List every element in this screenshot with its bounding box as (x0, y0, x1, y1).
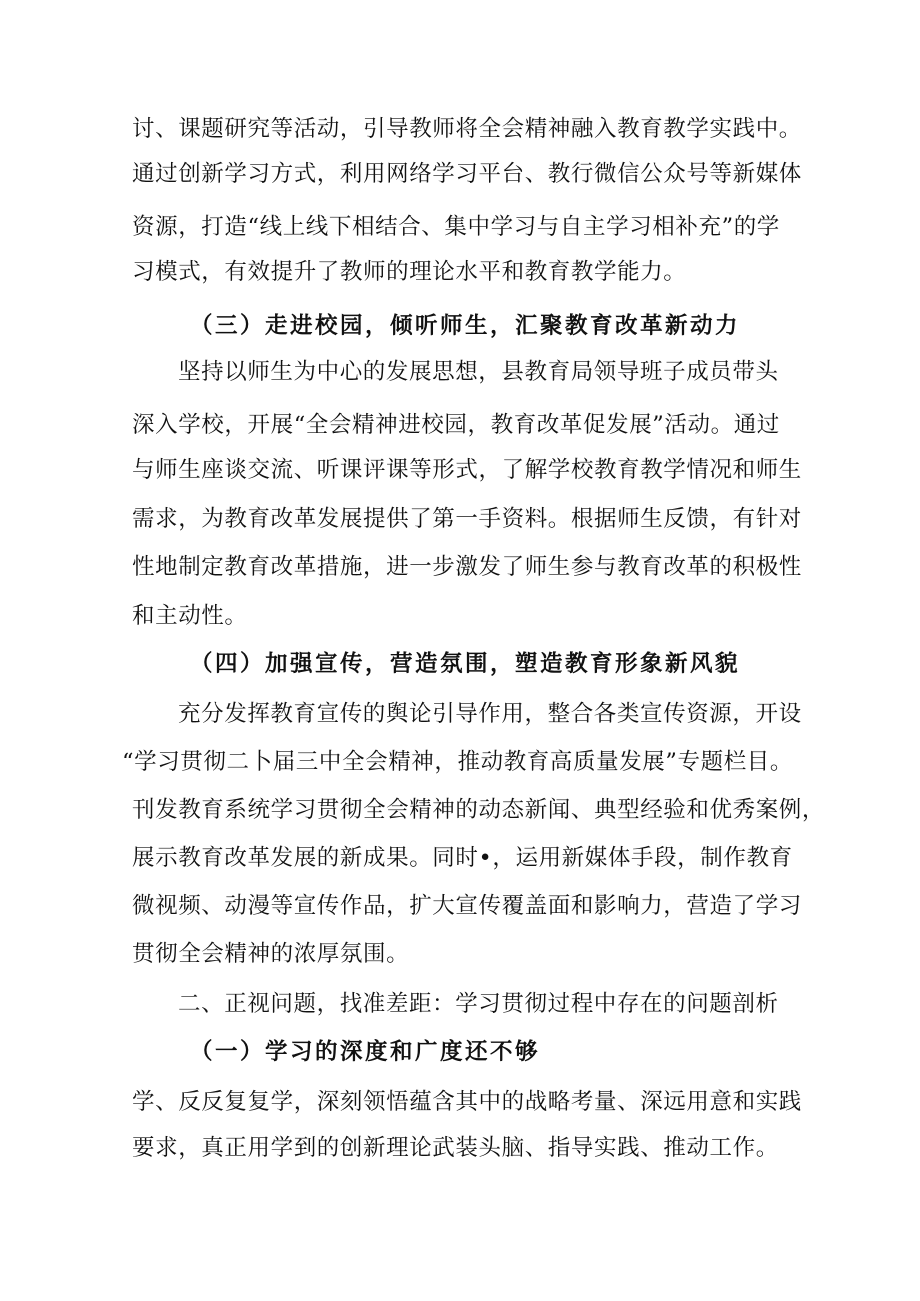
text-line: 要求，真正用学到的创新理论武装头脑、指导实践、推动工作。 (132, 1135, 779, 1161)
section-heading-3: （三）走进校园，倾听师生，汇聚教育改革新动力 (190, 313, 741, 339)
text-line: 和主动性。 (132, 603, 248, 629)
text-line: 充分发挥教育宣传的舆论引导作用，整合各类宣传资源，开设 (178, 701, 802, 727)
text-line: 讨、课题研究等活动，引导教师将全会精神融入教育教学实践中。 (132, 116, 802, 142)
text-line: 性地制定教育改革措施，进一步激发了师生参与教育改革的积极性 (132, 554, 802, 580)
text-line: 通过创新学习方式，利用网络学习平台、教行微信公众号等新媒体 (132, 161, 802, 187)
section-heading-4: （四）加强宣传，营造氛围，塑造教育形象新风貌 (190, 651, 741, 677)
text-line: 学、反反复复学，深刻领悟蕴含其中的战略考量、深远用意和实践 (132, 1089, 802, 1115)
text-line: 微视频、动漫等宣传作品，扩大宣传覆盖面和影响力，营造了学习 (132, 893, 802, 919)
text-line: 展示教育改革发展的新成果。同时•，运用新媒体手段，制作教育 (132, 845, 793, 871)
chapter-heading-2: 二、正视问题，找准差距：学习贯彻过程中存在的问题剖析 (178, 991, 779, 1017)
section-heading-1: （一）学习的深度和广度还不够 (190, 1039, 541, 1065)
text-line: 深入学校，开展“全会精神进校园，教育改革促发展”活动。通过 (132, 412, 780, 438)
text-line: 习模式，有效提升了教师的理论水平和教育教学能力。 (132, 259, 687, 285)
text-line: “学习贯彻二卜届三中全会精神，推动教育高质量发展”专题栏目。 (122, 749, 794, 775)
text-line: 资源，打造“线上线下相结合、集中学习与自主学习相补充”的学 (132, 214, 780, 240)
text-line: 刊发教育系统学习贯彻全会精神的动态新闻、典型经验和优秀案例， (132, 797, 826, 823)
text-line: 坚持以师生为中心的发展思想，县教育局领导班子成员带头 (178, 359, 779, 385)
text-line: 需求，为教育改革发展提供了第一手资料。根据师生反馈，有针对 (132, 506, 802, 532)
text-line: 贯彻全会精神的浓厚氛围。 (132, 941, 410, 967)
text-line: 与师生座谈交流、听课评课等形式，了解学校教育教学情况和师生 (132, 457, 802, 483)
